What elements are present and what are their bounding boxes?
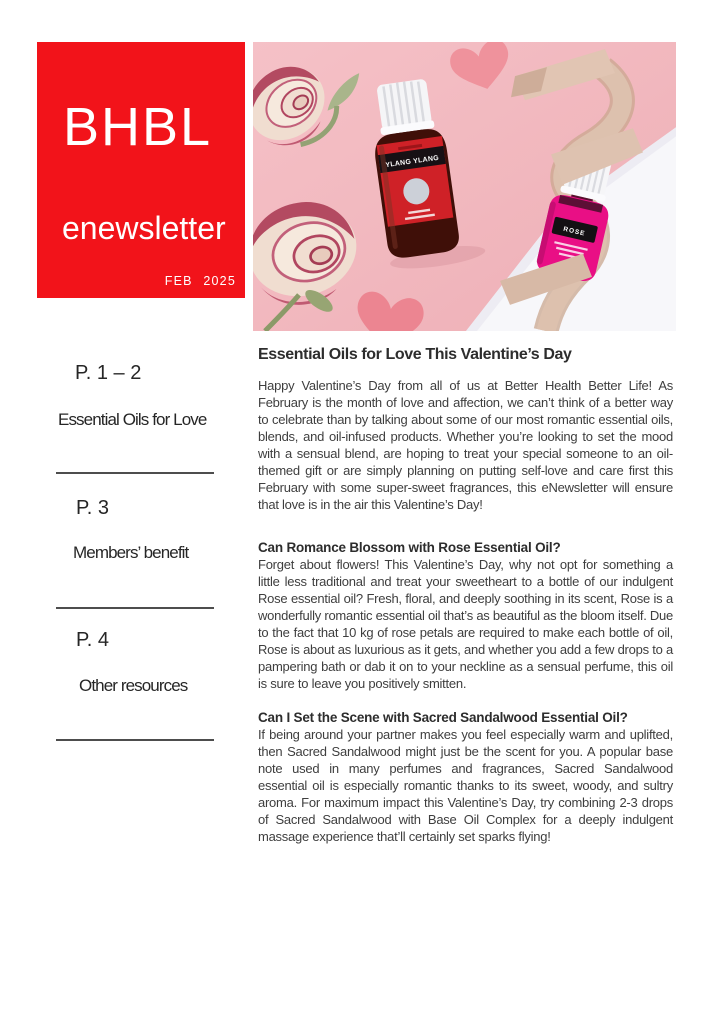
toc-item-essential-oils-for-love: Essential Oils for Love xyxy=(58,410,207,429)
bottle1-label: YLANG YLANG xyxy=(384,154,440,170)
hero-photo xyxy=(253,42,676,331)
toc-divider xyxy=(56,607,214,609)
brand-subtitle: enewsletter xyxy=(62,210,226,246)
issue-date: FEB 2025 xyxy=(164,274,236,288)
toc-divider xyxy=(56,739,214,741)
article-intro: Happy Valentine’s Day from all of us at Better Health Better Life! As February is the month of love and affection, we can’t think of a better way to celebrate than by talking about some of our most romantic essential oils, blends, and oil-infused products. Whether you’re looking to set the mood with a sensual blend, are hoping to treat your special someone to an oil-themed gift or are simply planning on putting self-love and care first this February with some super-sweet fragrances, this eNewsletter will ensure that love is in the air this Valentine’s Day! xyxy=(258,378,673,512)
section-heading-rose: Can Romance Blossom with Rose Essential Oil? xyxy=(258,540,561,555)
toc-pages-2: P. 3 xyxy=(76,497,109,519)
toc-pages-3: P. 4 xyxy=(76,629,109,651)
toc-divider xyxy=(56,472,214,474)
toc-item-other-resources: Other resources xyxy=(79,676,188,695)
section-heading-sandalwood: Can I Set the Scene with Sacred Sandalwood Essential Oil? xyxy=(258,710,628,725)
table-of-contents xyxy=(37,340,251,750)
bottle2-label: ROSE xyxy=(562,225,586,238)
section-body-rose: Forget about flowers! This Valentine’s Day, why not opt for something a little less traditional and treat your sweetheart to a bottle of our indulgent Rose essential oil? Fresh, floral, and deeply soothing in its scent, Rose is a wonderfully romantic essential oil that’s as beautiful as the bloom itself. Due to the fact that 10 kg of rose petals are required to make each bottle of oil, Rose is about as luxurious as it gets, and whether you add a few drops to a pampering bath or dab it on to your neckline as a sensual perfume, this oil is sure to leave you positively smitten. xyxy=(258,557,674,691)
brand-name: BHBL xyxy=(63,97,213,157)
section-body-sandalwood: If being around your partner makes you feel especially warm and uplifted, then Sacred Sandalwood might just be the scent for you. A popular base note used in many perfumes and fragrances, Sacred Sandalwood essential oil is especially romantic thanks to its sweet, woody, and sultry aroma. For maximum impact this Valentine’s Day, try combining 2-3 drops of Sacred Sandalwood with Base Oil Complex for a deeply indulgent massage experience that’ll certainly set sparks flying! xyxy=(258,727,673,844)
toc-pages-1: P. 1 – 2 xyxy=(75,362,142,384)
article xyxy=(258,345,673,862)
masthead-box xyxy=(37,42,245,298)
toc-item-members-benefit: Members’ benefit xyxy=(73,543,189,562)
article-title: Essential Oils for Love This Valentine’s Day xyxy=(258,346,572,363)
